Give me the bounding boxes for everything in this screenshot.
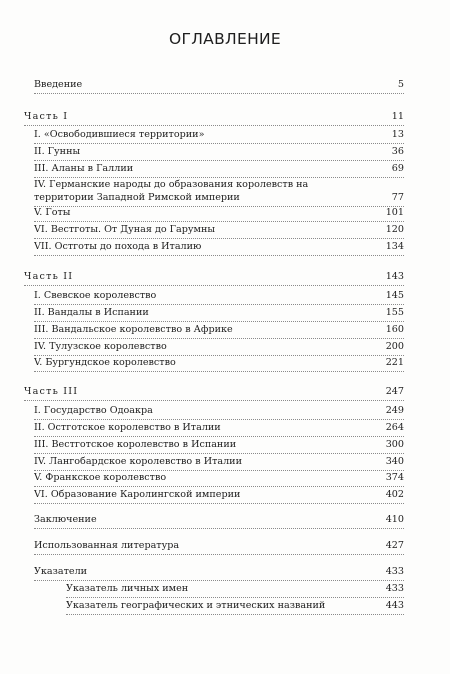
- toc-entry-label: Использованная литература: [34, 540, 180, 551]
- toc-entry-page: 77: [391, 192, 404, 204]
- toc-entry-page: 249: [385, 405, 404, 416]
- toc-entry[interactable]: [34, 129, 404, 144]
- toc-entry-page: 264: [385, 422, 404, 433]
- toc-entry-page: 300: [385, 439, 404, 450]
- toc-entry-label: II. Гунны: [34, 146, 81, 157]
- toc-entry-label: V. Готы: [34, 207, 71, 218]
- toc-entry[interactable]: [34, 207, 404, 222]
- toc-entry-page: 120: [385, 224, 404, 235]
- toc-entry-label: V. Франкское королевство: [34, 472, 167, 483]
- toc-entry-bibliography[interactable]: [34, 540, 404, 555]
- toc-entry-label: II. Вандалы в Испании: [34, 307, 149, 318]
- toc-entry-page: 427: [385, 540, 404, 551]
- toc-entry-page: 200: [385, 341, 404, 352]
- toc-entry-indexes[interactable]: [34, 566, 404, 581]
- toc-entry-page: 433: [385, 583, 404, 594]
- page-title: ОГЛАВЛЕНИЕ: [168, 30, 282, 48]
- toc-entry-label: Часть II: [24, 271, 74, 282]
- toc-entry[interactable]: [34, 224, 404, 239]
- toc-entry-page: 69: [391, 163, 404, 174]
- toc-entry-page: 410: [385, 514, 404, 525]
- toc-entry[interactable]: [34, 456, 404, 471]
- toc-entry[interactable]: [34, 163, 404, 178]
- toc-entry-page: 145: [385, 290, 404, 301]
- toc-entry[interactable]: [34, 489, 404, 504]
- toc-entry[interactable]: [34, 307, 404, 322]
- toc-entry[interactable]: [34, 324, 404, 339]
- toc-entry-page: 247: [385, 386, 404, 397]
- toc-entry-page: 11: [391, 111, 404, 122]
- toc-entry-label: V. Бургундское королевство: [34, 357, 176, 368]
- toc-entry[interactable]: [34, 357, 404, 372]
- toc-entry-label: IV. Лангобардское королевство в Италии: [34, 456, 242, 467]
- toc-entry-introduction[interactable]: [34, 79, 404, 94]
- toc-entry-page: 134: [385, 241, 404, 252]
- toc-entry[interactable]: [34, 290, 404, 305]
- toc-entry-page: 5: [397, 79, 404, 90]
- toc-entry-label: Часть III: [24, 386, 79, 397]
- toc-entry-index-names[interactable]: [66, 583, 404, 598]
- toc-entry-label: VI. Вестготы. От Дуная до Гарумны: [34, 224, 216, 235]
- toc-entry-page: 101: [385, 207, 404, 218]
- toc-entry-label: I. Свевское королевство: [34, 290, 157, 301]
- toc-entry-part-1[interactable]: [24, 111, 404, 126]
- toc-entry-part-2[interactable]: [24, 271, 404, 286]
- toc-entry-label: Заключение: [34, 514, 97, 525]
- toc-entry-page: 155: [385, 307, 404, 318]
- toc-entry-label: IV. Германские народы до образования королевств на территории Западной Римской империи: [34, 179, 309, 203]
- toc-entry-page: 221: [385, 357, 404, 368]
- toc-entry-label: I. «Освободившиеся территории»: [34, 129, 205, 140]
- toc-entry-index-geography[interactable]: [66, 600, 404, 615]
- toc-entry-label: Введение: [34, 79, 83, 90]
- toc-entry[interactable]: [34, 472, 404, 487]
- toc-entry-page: 402: [385, 489, 404, 500]
- toc-entry[interactable]: [34, 341, 404, 356]
- toc-entry[interactable]: [34, 241, 404, 256]
- toc-entry-page: 374: [385, 472, 404, 483]
- toc-entry[interactable]: [34, 422, 404, 437]
- toc-entry-label: IV. Тулузское королевство: [34, 341, 167, 352]
- toc-entry-label: Указатель географических и этнических названий: [66, 600, 326, 611]
- toc-entry[interactable]: [34, 146, 404, 161]
- toc-entry-label: III. Вестготское королевство в Испании: [34, 439, 237, 450]
- toc-entry-label: Указатель личных имен: [66, 583, 189, 594]
- toc-entry-label: I. Государство Одоакра: [34, 405, 153, 416]
- toc-entry-label: Часть I: [24, 111, 69, 122]
- toc-entry-part-3[interactable]: [24, 386, 404, 401]
- toc-entry-label: VII. Остготы до похода в Италию: [34, 241, 202, 252]
- toc-entry-page: 160: [385, 324, 404, 335]
- toc-entry-page: 36: [391, 146, 404, 157]
- toc-entry-page: 143: [385, 271, 404, 282]
- toc-entry-label: Указатели: [34, 566, 88, 577]
- toc-entry-label: II. Остготское королевство в Италии: [34, 422, 221, 433]
- toc-entry-page: 13: [391, 129, 404, 140]
- toc-entry-page: 443: [385, 600, 404, 611]
- toc-entry-conclusion[interactable]: [34, 514, 404, 529]
- toc-entry-label: III. Аланы в Галлии: [34, 163, 134, 174]
- toc-entry[interactable]: [34, 405, 404, 420]
- toc-entry[interactable]: [34, 439, 404, 454]
- toc-entry-label: VI. Образование Каролингской империи: [34, 489, 241, 500]
- toc-entry-page: 340: [385, 456, 404, 467]
- toc-entry-label: III. Вандальское королевство в Африке: [34, 324, 233, 335]
- toc-entry-page: 433: [385, 566, 404, 577]
- toc-entry[interactable]: [34, 179, 404, 207]
